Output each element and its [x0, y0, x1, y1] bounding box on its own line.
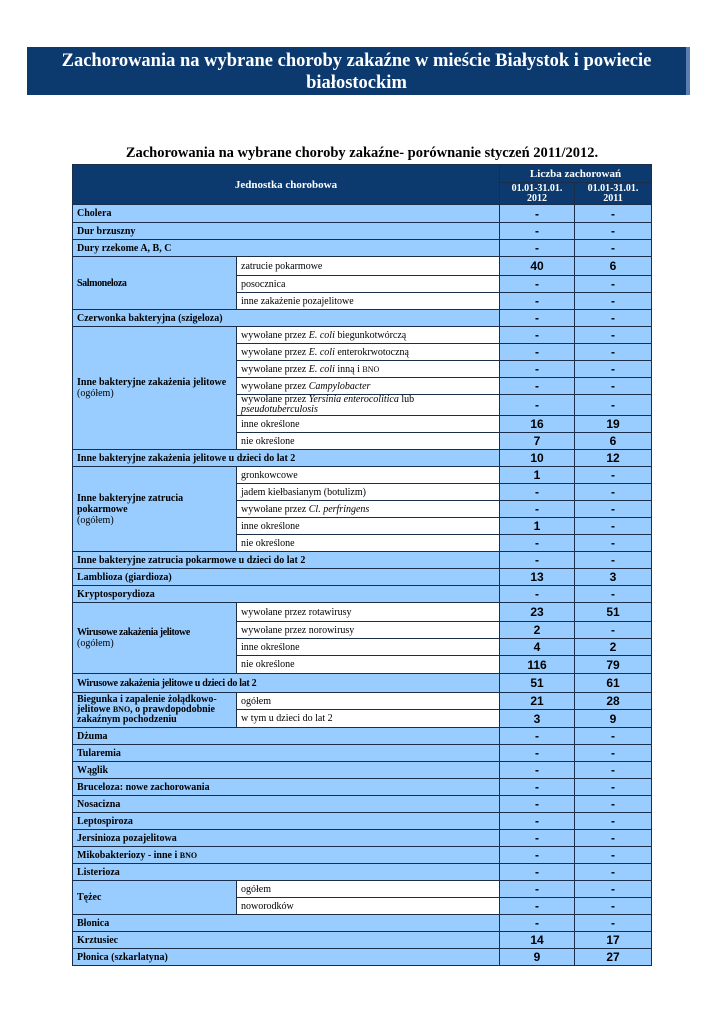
group-label: Inne bakteryjne zatrucia pokarmowe (ogółem) [73, 467, 237, 552]
value-2012: - [500, 728, 575, 745]
table-row [73, 864, 652, 881]
value-2012: - [500, 864, 575, 881]
row-label: Dury rzekome A, B, C [73, 240, 500, 257]
value-2012: 10 [500, 450, 575, 467]
value-2012: - [500, 898, 575, 915]
disease-table [72, 164, 652, 966]
value-2011: - [575, 327, 652, 344]
value-2011: - [575, 223, 652, 240]
table-row [73, 915, 652, 932]
value-2012: - [500, 395, 575, 416]
table-row [73, 327, 652, 344]
row-label: Leptospiroza [73, 813, 500, 830]
value-2011: 9 [575, 710, 652, 728]
table-row [73, 586, 652, 603]
row-label: Płonica (szkarlatyna) [73, 949, 500, 966]
value-2011: 19 [575, 416, 652, 433]
table-row [73, 932, 652, 949]
value-2011: - [575, 796, 652, 813]
table-row [73, 728, 652, 745]
sub-label: wywołane przez Campylobacter [237, 378, 500, 395]
value-2012: 9 [500, 949, 575, 966]
table-row [73, 830, 652, 847]
value-2012: 13 [500, 569, 575, 586]
value-2012: - [500, 310, 575, 327]
value-2011: - [575, 864, 652, 881]
value-2011: 79 [575, 656, 652, 674]
table-row [73, 779, 652, 796]
sub-label: nie określone [237, 433, 500, 450]
value-2012: - [500, 327, 575, 344]
table-row [73, 223, 652, 240]
table-row [73, 450, 652, 467]
value-2011: - [575, 205, 652, 223]
row-label: Cholera [73, 205, 500, 223]
table-row [73, 310, 652, 327]
group-label: Biegunka i zapalenie żołądkowo-jelitowe BNO, o prawdopodobnie zakaźnym pochodzeniu [73, 693, 237, 728]
header-row [73, 165, 652, 183]
table-row [73, 674, 652, 693]
value-2011: - [575, 484, 652, 501]
sub-label: w tym u dzieci do lat 2 [237, 710, 500, 728]
row-label: Inne bakteryjne zakażenia jelitowe u dzieci do lat 2 [73, 450, 500, 467]
sub-label: wywołane przez E. coli enterokrwotoczną [237, 344, 500, 361]
value-2011: - [575, 467, 652, 484]
header-col-2011: 01.01-31.01. 2011 [575, 183, 652, 205]
table-row [73, 467, 652, 484]
value-2011: - [575, 501, 652, 518]
table-row [73, 205, 652, 223]
row-label: Inne bakteryjne zatrucia pokarmowe u dzieci do lat 2 [73, 552, 500, 569]
value-2012: - [500, 344, 575, 361]
value-2011: - [575, 378, 652, 395]
sub-label: inne określone [237, 518, 500, 535]
value-2011: 6 [575, 433, 652, 450]
sub-label: inne określone [237, 639, 500, 656]
value-2012: 51 [500, 674, 575, 693]
value-2012: 21 [500, 693, 575, 710]
value-2011: - [575, 395, 652, 416]
value-2012: 16 [500, 416, 575, 433]
value-2012: - [500, 779, 575, 796]
header-col-2012: 01.01-31.01. 2012 [500, 183, 575, 205]
value-2011: 2 [575, 639, 652, 656]
row-label: Czerwonka bakteryjna (szigeloza) [73, 310, 500, 327]
value-2012: 14 [500, 932, 575, 949]
value-2011: 28 [575, 693, 652, 710]
value-2011: - [575, 898, 652, 915]
value-2012: - [500, 378, 575, 395]
sub-label: inne określone [237, 416, 500, 433]
sub-label: gronkowcowe [237, 467, 500, 484]
group-label: Wirusowe zakażenia jelitowe (ogółem) [73, 603, 237, 674]
value-2011: - [575, 240, 652, 257]
value-2012: - [500, 762, 575, 779]
sub-label: noworodków [237, 898, 500, 915]
table-row [73, 847, 652, 864]
sub-label: wywołane przez rotawirusy [237, 603, 500, 622]
value-2012: 23 [500, 603, 575, 622]
table-row [73, 569, 652, 586]
value-2012: - [500, 535, 575, 552]
row-label: Kryptosporydioza [73, 586, 500, 603]
sub-label: nie określone [237, 656, 500, 674]
value-2012: - [500, 552, 575, 569]
value-2012: - [500, 745, 575, 762]
row-label: Krztusiec [73, 932, 500, 949]
value-2011: - [575, 310, 652, 327]
table-row [73, 949, 652, 966]
table-row [73, 552, 652, 569]
group-label: Salmoneloza [73, 257, 237, 310]
value-2012: - [500, 484, 575, 501]
report-title: Zachorowania na wybrane choroby zakaźne w mieście Białystok i powiecie białostockim [61, 51, 652, 93]
value-2012: 116 [500, 656, 575, 674]
row-label: Nosacizna [73, 796, 500, 813]
value-2011: 12 [575, 450, 652, 467]
value-2011: - [575, 779, 652, 796]
value-2011: 27 [575, 949, 652, 966]
group-label: Tężec [73, 881, 237, 915]
value-2011: - [575, 745, 652, 762]
value-2012: - [500, 813, 575, 830]
sub-label: wywołane przez Cl. perfringens [237, 501, 500, 518]
sub-label: jadem kiełbasianym (botulizm) [237, 484, 500, 501]
row-label: Błonica [73, 915, 500, 932]
value-2012: - [500, 293, 575, 310]
table-row [73, 603, 652, 622]
value-2011: - [575, 586, 652, 603]
value-2011: - [575, 813, 652, 830]
value-2012: 1 [500, 518, 575, 535]
value-2011: - [575, 344, 652, 361]
row-label: Jersinioza pozajelitowa [73, 830, 500, 847]
row-label: Wirusowe zakażenia jelitowe u dzieci do lat 2 [73, 674, 500, 693]
value-2012: - [500, 586, 575, 603]
value-2012: - [500, 276, 575, 293]
value-2011: - [575, 847, 652, 864]
header-cases: Liczba zachorowań [500, 165, 652, 183]
value-2011: 51 [575, 603, 652, 622]
table-row [73, 745, 652, 762]
value-2012: - [500, 796, 575, 813]
value-2012: 4 [500, 639, 575, 656]
sub-label: nie określone [237, 535, 500, 552]
table-subtitle: Zachorowania na wybrane choroby zakaźne- porównanie styczeń 2011/2012. [125, 145, 599, 161]
value-2011: - [575, 293, 652, 310]
value-2011: - [575, 830, 652, 847]
table-row [73, 257, 652, 276]
sub-label: ogółem [237, 881, 500, 898]
value-2011: - [575, 535, 652, 552]
value-2011: 61 [575, 674, 652, 693]
value-2012: - [500, 915, 575, 932]
row-label: Bruceloza: nowe zachorowania [73, 779, 500, 796]
value-2012: - [500, 501, 575, 518]
value-2011: 3 [575, 569, 652, 586]
table-row [73, 240, 652, 257]
table-row [73, 813, 652, 830]
value-2012: - [500, 830, 575, 847]
value-2012: - [500, 223, 575, 240]
row-label: Wąglik [73, 762, 500, 779]
value-2011: - [575, 915, 652, 932]
row-label: Listerioza [73, 864, 500, 881]
value-2011: - [575, 762, 652, 779]
value-2012: 40 [500, 257, 575, 276]
value-2012: - [500, 847, 575, 864]
sub-label: ogółem [237, 693, 500, 710]
sub-label: wywołane przez E. coli inną i BNO [237, 361, 500, 378]
value-2012: - [500, 240, 575, 257]
report-title-banner [27, 47, 690, 95]
value-2011: 17 [575, 932, 652, 949]
row-label: Dur brzuszny [73, 223, 500, 240]
value-2012: - [500, 361, 575, 378]
row-label: Dżuma [73, 728, 500, 745]
row-label: Tularemia [73, 745, 500, 762]
value-2012: 7 [500, 433, 575, 450]
value-2012: 3 [500, 710, 575, 728]
table-row [73, 796, 652, 813]
table-row [73, 762, 652, 779]
sub-label: inne zakażenie pozajelitowe [237, 293, 500, 310]
value-2012: - [500, 205, 575, 223]
value-2011: - [575, 276, 652, 293]
group-label: Inne bakteryjne zakażenia jelitowe (ogółem) [73, 327, 237, 450]
table-row [73, 881, 652, 898]
header-unit: Jednostka chorobowa [73, 165, 500, 205]
value-2012: 2 [500, 622, 575, 639]
sub-label: wywołane przez E. coli biegunkotwórczą [237, 327, 500, 344]
value-2011: - [575, 881, 652, 898]
value-2011: - [575, 518, 652, 535]
value-2011: - [575, 552, 652, 569]
value-2011: 6 [575, 257, 652, 276]
table-row [73, 693, 652, 710]
sub-label: wywołane przez Yersinia enterocolitica lub pseudotuberculosis [237, 395, 500, 416]
sub-label: zatrucie pokarmowe [237, 257, 500, 276]
row-label: Lamblioza (giardioza) [73, 569, 500, 586]
sub-label: wywołane przez norowirusy [237, 622, 500, 639]
value-2011: - [575, 622, 652, 639]
value-2012: 1 [500, 467, 575, 484]
row-label: Mikobakteriozy - inne i BNO [73, 847, 500, 864]
value-2011: - [575, 361, 652, 378]
sub-label: posocznica [237, 276, 500, 293]
value-2012: - [500, 881, 575, 898]
value-2011: - [575, 728, 652, 745]
